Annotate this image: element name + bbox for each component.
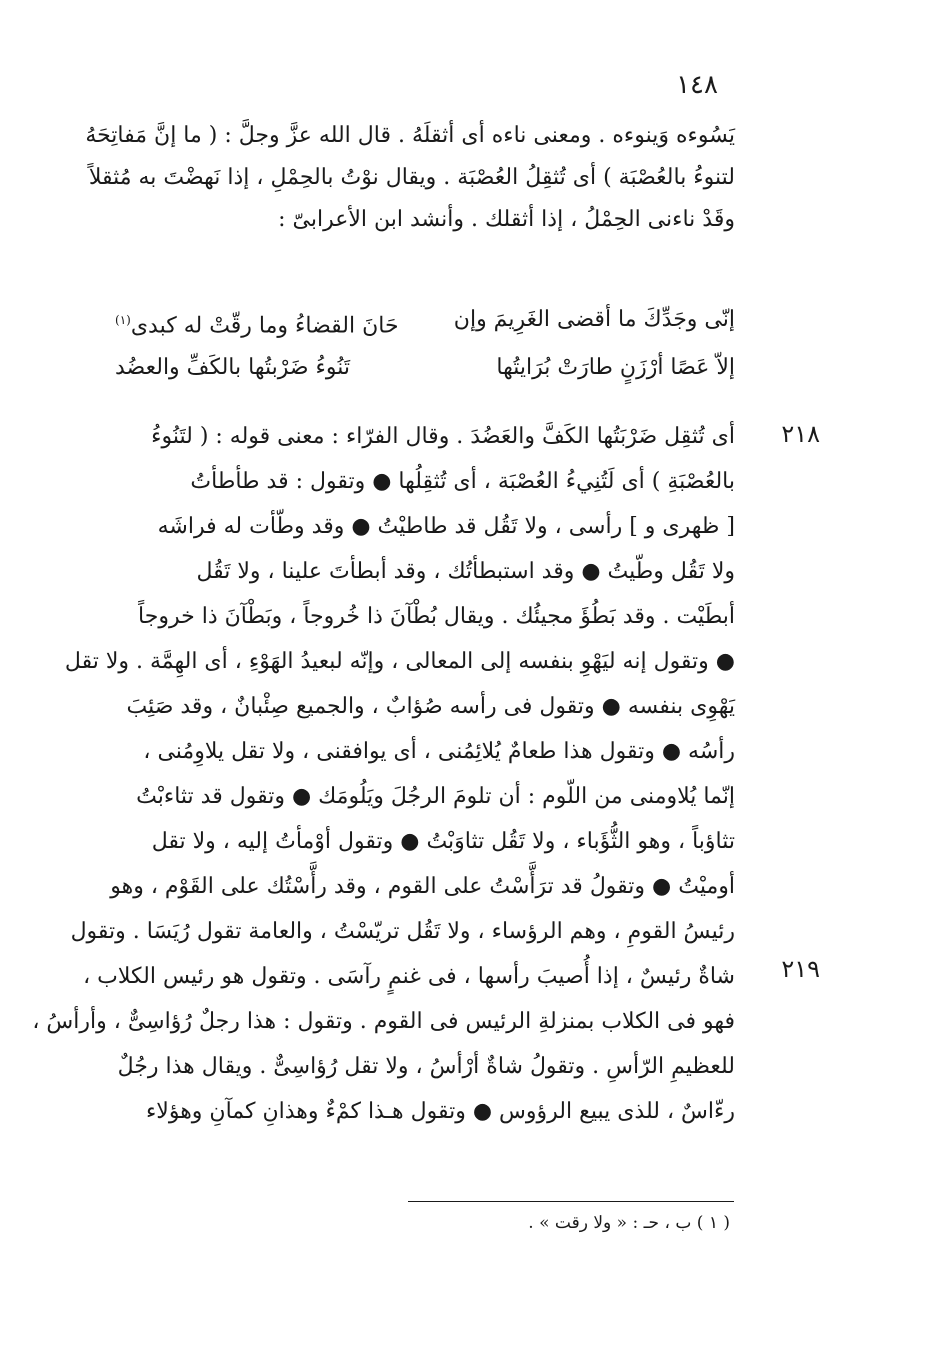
margin-section-number: ٢١٨ [781, 420, 820, 448]
verse-text: حَانَ القضاءُ وما رقّتْ له كبدى [130, 313, 399, 339]
text-line: ولا تَقُل وطّيتُ ● وقد استبطأتُك ، وقد أبطأتَ علينا ، ولا تَقُل [196, 559, 735, 584]
text-line: فهو فى الكلاب بمنزلةِ الرئيس فى القوم . وتقول : هذا رجلٌ رُؤاسِىٌّ ، وأرأسُ ، [32, 1009, 735, 1034]
verse-line [115, 296, 735, 344]
text-line: أبطَيْت . وقد بَطُؤَ مجيئُك . ويقال بُطْآنَ ذا خُروجاً ، وبَطْآنَ ذا خروجاً [138, 604, 735, 629]
text-line: يَهْوِى بنفسه ● وتقول فى رأسه صُؤابٌ ، والجميع صِئْبانٌ ، وقد صَئِبَ [126, 694, 735, 719]
text-line: للعظيمِ الرّأسِ . وتقولُ شاةٌ أرْأسُ ، ولا تقل رُؤاسِىٌّ . ويقال هذا رجُلٌ [117, 1054, 735, 1079]
text-line: أوميْتُ ● وتقولُ قد ترَأَّسْتُ على القوم ، وقد رأَّسْتُك على القَوْم ، وهو [110, 874, 735, 899]
text-line: رأسُه ● وتقول هذا طعامٌ يُلائِمُنى ، أى يوافقنى ، ولا تقل يلاوِمُنى ، [143, 739, 735, 764]
footnote-divider [408, 1201, 734, 1202]
text-line: رئيسُ القومِ ، وهم الرؤساء ، ولا تَقُل تريّسْتُ ، والعامة تقول رُيَسَا . وتقول [70, 919, 735, 944]
text-line: ● وتقول إنه ليَهْوِ بنفسه إلى المعالى ، وإنّه لبعيدُ الهَوْءِ ، أى الهِمَّة . ولا تقل [64, 649, 735, 674]
text-line: [ ظهرى و ] رأسى ، ولا تَقُل قد طاطيْتُ ● وقد وطّأت له فراشَه [157, 514, 735, 539]
verse-first-hemistich: إلاّ عَصًا أرْزَنٍ طارَتْ بُرَايتُها [496, 355, 735, 380]
text-line: يَسُوءه وَينوءه . ومعنى ناءه أى أثقلَهُ . قال الله عزَّ وجلَّ : ( ما إنَّ مَفاتِحَهُ [85, 123, 735, 148]
verse-line [115, 344, 735, 392]
verse-first-hemistich: إنّى وجَدِّكَ ما أقضى الغَرِيمَ وإن [453, 307, 735, 332]
footnote-marker: (١) [115, 313, 131, 327]
poem-verses [115, 296, 735, 392]
intro-paragraph [85, 115, 735, 241]
text-line: رءّاسٌ ، للذى يبيع الرؤوس ● وتقول هـذا كمْءٌ وهذانِ كمآنِ وهؤلاء [145, 1099, 735, 1124]
page-number: ١٤٨ [676, 70, 718, 100]
text-line: شاةٌ رئيسٌ ، إذا أُصيبَ رأسها ، فى غنمٍ رآسَى . وتقول هو رئيس الكلاب ، [83, 964, 735, 989]
text-line: لتنوءُ بالعُصْبَة ) أى تُثقِلُ العُصْبَة . ويقال نوْتُ بالحِمْلِ ، إذا نَهضْتَ به مُثقلاً [88, 165, 735, 190]
footnote: ( ١ ) ب ، حـ : « ولا رقت » . [528, 1213, 730, 1233]
verse-second-hemistich: تَنُوءُ ضَرْبتُها بالكَفِّ والعضُد [115, 355, 351, 380]
text-line: تثاؤباً ، وهو الثُّؤَباء ، ولا تَقُل تثاوَبْتُ ● وتقول أوْمأتُ إليه ، ولا تقل [151, 829, 735, 854]
text-line: إنّما يُلاومنى من اللّوم : أن تلومَ الرجُلَ ويَلُومَك ● وتقول قد تثاءبْتُ [136, 784, 735, 809]
text-line: بالعُصْبَةِ ) أى لَتُنِيءُ العُصْبَة ، أى تُثقِلُها ● وتقول : قد طأطأتُ [190, 469, 735, 494]
main-paragraph [32, 414, 735, 1134]
text-line: أى تُثقِل ضَرْبَتُها الكَفَّ والعَضُدَ . وقال الفرّاء : معنى قوله : ( لتَنُوءُ [151, 424, 735, 449]
verse-second-hemistich [115, 296, 399, 344]
margin-section-number: ٢١٩ [781, 955, 820, 983]
text-line: وقَدْ ناءنى الحِمْلُ ، إذا أثقلك . وأنشد ابن الأعرابىّ : [278, 207, 735, 232]
